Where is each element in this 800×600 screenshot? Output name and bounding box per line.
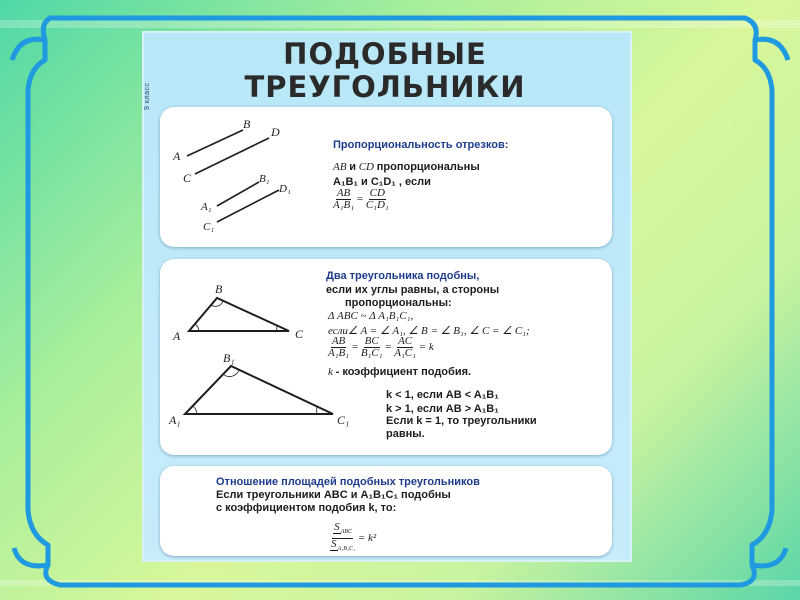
segments-proportion: $\frac{AB}{\text{A₁B₁}}$ = $\frac{CD}{\text{C₁D₁}}$ (333, 187, 389, 211)
similar-heading-3: пропорциональны: (345, 297, 452, 309)
label-a1: A₁ (201, 201, 212, 213)
segment-cd (195, 138, 269, 174)
fraction-cd: $\frac{CD}{\text{C₁D₁}}$ (365, 187, 389, 211)
similarity-statement: Δ ABC ~ Δ A₁B₁C₁, (328, 310, 414, 322)
tri-label-c1: C₁ (337, 413, 350, 427)
segments-diagram (165, 112, 305, 242)
similar-heading-1: Два треугольника подобны, (326, 270, 480, 282)
areas-formula: $\frac{S_{ABC}}{S_{A_1B_1C_1}}$ = k² (330, 522, 376, 555)
tri-label-a1: A₁ (169, 413, 181, 427)
title-line-2: ТРЕУГОЛЬНИКИ (244, 70, 526, 104)
label-c: C (183, 171, 192, 185)
similar-heading-2: если их углы равны, а стороны (326, 284, 500, 296)
fraction-ab: $\frac{AB}{\text{A₁B₁}}$ (333, 187, 355, 211)
segments-line1: AB и CD пропорциональны (333, 161, 480, 173)
segments-line2: A₁B₁ и C₁D₁ , если (333, 176, 431, 188)
page-title (165, 38, 605, 104)
grade-label: 9 класс (144, 82, 151, 110)
k-condition-3b: равны. (386, 428, 425, 440)
fraction-ac-sides: $\frac{AC}{\text{A₁C₁}}$ (394, 335, 416, 359)
k-condition-2: k > 1, если AB > A₁B₁ (386, 403, 499, 415)
tri-label-a: A (173, 329, 181, 343)
areas-line1: Если треугольники ABC и A₁B₁C₁ подобны (216, 489, 451, 501)
fraction-bc-sides: $\frac{BC}{\text{B₁C₁}}$ (360, 335, 383, 359)
k-condition-3: Если k = 1, то треугольники (386, 415, 537, 427)
tri-label-b1: B₁ (223, 351, 235, 365)
angles-statement: если∠ A = ∠ A₁, ∠ B = ∠ B₁, ∠ C = ∠ C₁; (328, 325, 530, 337)
label-d: D (271, 125, 280, 139)
label-a: A (173, 149, 181, 163)
triangles-diagram (165, 278, 355, 428)
tri-label-c: C (295, 327, 304, 341)
k-condition-1: k < 1, если AB < A₁B₁ (386, 389, 499, 401)
k-definition: k - коэффициент подобия. (328, 366, 472, 378)
fraction-ab-sides: $\frac{AB}{\text{A₁B₁}}$ (328, 335, 350, 359)
segments-heading: Пропорциональность отрезков: (333, 139, 509, 151)
triangle-a1b1c1 (185, 366, 333, 414)
label-b: B (243, 117, 251, 131)
segment-c1d1 (217, 190, 279, 222)
triangle-abc (189, 298, 289, 331)
segment-ab (187, 130, 243, 156)
areas-line2: с коэффициентом подобия k, то: (216, 502, 397, 514)
segment-a1b1 (217, 182, 259, 206)
label-b1: B₁ (259, 173, 270, 185)
areas-heading: Отношение площадей подобных треугольников (216, 476, 480, 488)
label-d1: D₁ (279, 183, 291, 195)
label-c1: C₁ (203, 221, 215, 233)
sides-proportion: $\frac{AB}{\text{A₁B₁}}$ = $\frac{BC}{\text{B₁C₁}}$ = $\frac{AC}{\text{A₁C₁}}$ = k (328, 335, 434, 359)
title-line-1: ПОДОБНЫЕ (283, 37, 487, 71)
tri-label-b: B (215, 282, 223, 296)
fraction-areas: $\frac{S_{ABC}}{S_{A_1B_1C_1}}$ (331, 521, 356, 553)
